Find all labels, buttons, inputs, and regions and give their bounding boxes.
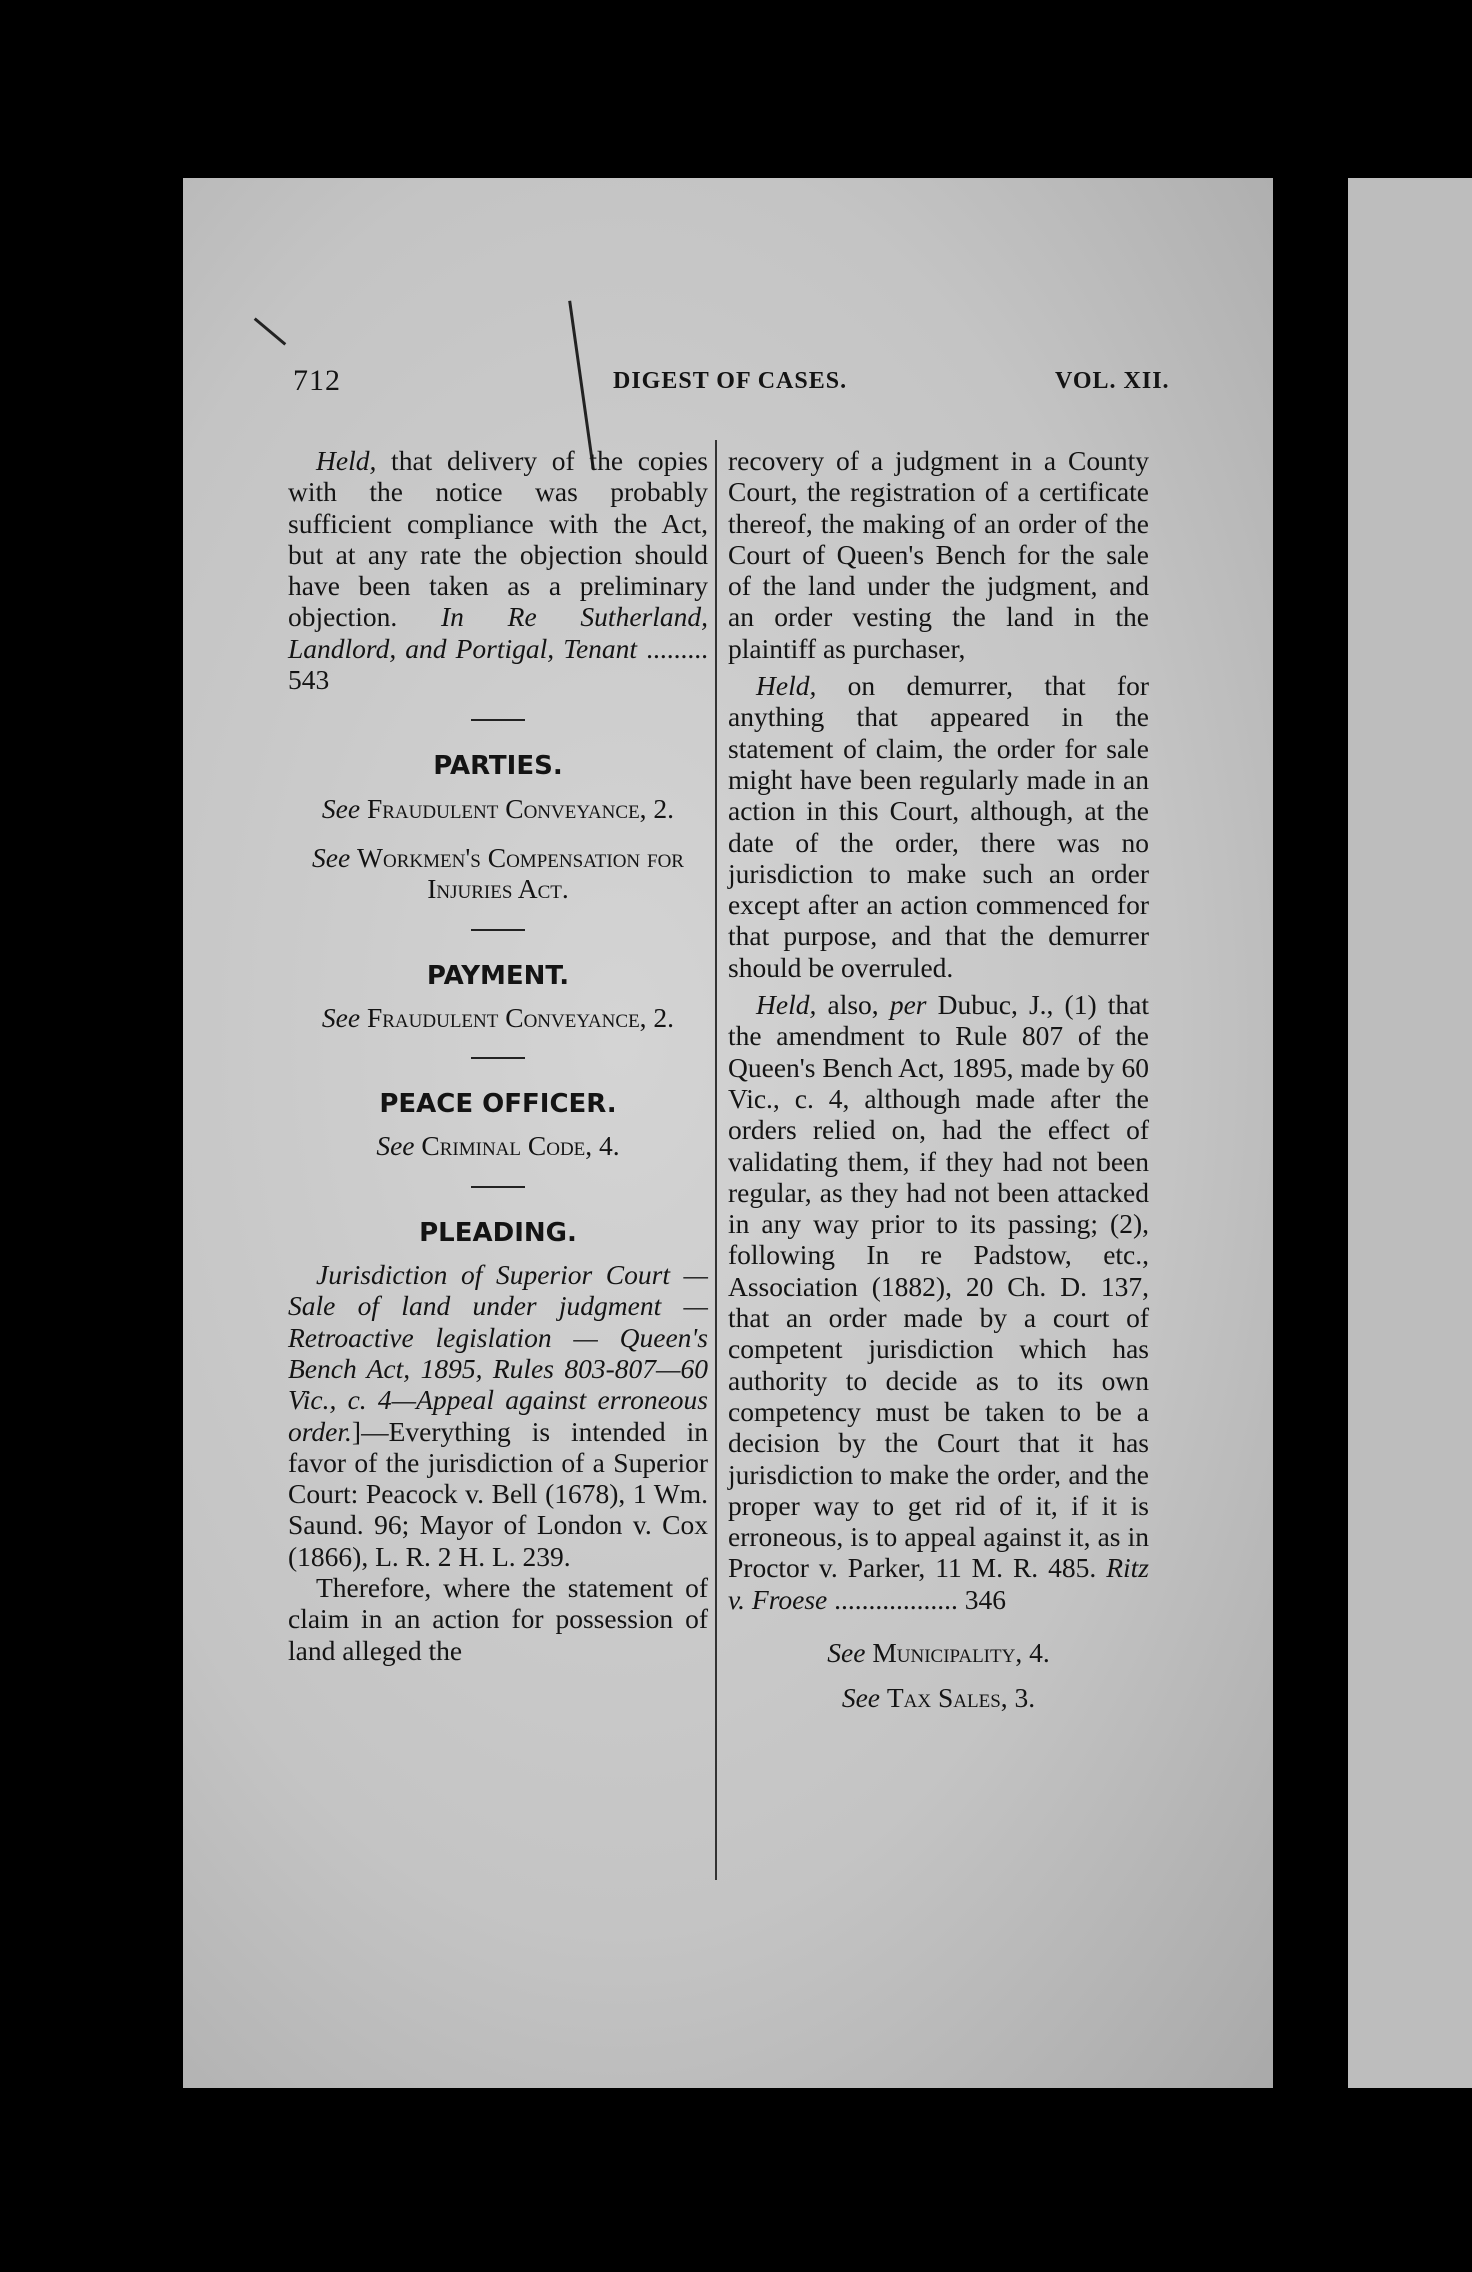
pleading-paragraph xyxy=(288,1259,708,1572)
recovery-paragraph: recovery of a judgment in a County Court, the registration of a certificate thereof, the making of an order of the Court of Queen's Bench for the sale of the land under the judgment, and an order vesting the land in the plaintiff as purchaser, xyxy=(728,445,1149,664)
cross-reference xyxy=(288,793,708,824)
see-label: See xyxy=(827,1636,866,1668)
see-label: See xyxy=(321,1001,361,1033)
cross-reference xyxy=(288,1002,708,1033)
see-label: See xyxy=(841,1682,880,1714)
section-rule xyxy=(471,929,525,931)
running-title: DIGEST OF CASES. xyxy=(613,368,848,394)
section-rule xyxy=(471,1057,525,1059)
column-divider xyxy=(715,440,717,1880)
volume-label: VOL. XII. xyxy=(1055,368,1170,394)
heading-payment: PAYMENT. xyxy=(426,960,570,991)
left-column xyxy=(288,445,708,1666)
cross-reference xyxy=(288,1130,708,1161)
also-text: also, xyxy=(816,989,890,1021)
page-reference: 543 xyxy=(288,664,330,696)
right-column xyxy=(728,445,1149,1714)
leader-dots: ......... xyxy=(646,632,709,664)
cross-reference xyxy=(728,1682,1149,1713)
catchwords: Jurisdiction of Superior Court —Sale of land under judgment — Retroactive legislation — Queen's Bench Act, 1895, Rules 803-807—60 Vic., c. 4—Appeal against erroneous order. xyxy=(288,1259,708,1447)
case-citation: In Re Sutherland, Landlord, and Portigal, Tenant xyxy=(288,601,708,664)
heading-pleading: PLEADING. xyxy=(419,1217,577,1248)
demurrer-text: on demurrer, that for anything that appeared in the statement of claim, the order for sale might have been regularly made in an action in this Court, although, at the date of the order, there was no jurisdiction to make such an order except after an action commenced for that purpose, and that the demurrer should be overruled. xyxy=(728,670,1149,983)
cross-reference xyxy=(288,842,708,905)
section-rule xyxy=(471,719,525,721)
held-label: Held, xyxy=(756,670,817,702)
page-reference: 346 xyxy=(964,1583,1007,1615)
page-number: 712 xyxy=(293,364,341,397)
demurrer-paragraph xyxy=(728,670,1149,983)
case-citation: Ritz v. Froese xyxy=(728,1552,1149,1615)
reference-text: Fraudulent Conveyance, 2. xyxy=(366,1001,675,1033)
section-rule xyxy=(471,1186,525,1188)
held-label: Held, xyxy=(316,445,377,476)
heading-parties: PARTIES. xyxy=(433,751,563,782)
held-paragraph xyxy=(288,445,708,695)
see-label: See xyxy=(312,841,351,873)
dubuc-text: Dubuc, J., (1) that the amendment to Rule 807 of the Queen's Bench Act, 1895, made by 60 Vic., c. 4, although made after the orders relied on, had the effect of validating them, if they had not been regular, as they had not been attacked in any way prior to its passing; (2), following In re Padstow, etc., Association (1882), 20 Ch. D. 137, that an order made by a court of competent jurisdiction which has authority to decide as to its own competency must be taken to be a decision by the Court that it has jurisdiction to make the order, and the proper way to get rid of it, if it is erroneous, is to appeal against it, as in Proctor v. Parker, 11 M. R. 485. xyxy=(728,989,1149,1584)
see-label: See xyxy=(321,792,361,824)
reference-text: Municipality, 4. xyxy=(872,1636,1050,1668)
see-label: See xyxy=(376,1130,415,1162)
reference-text: Fraudulent Conveyance, 2. xyxy=(366,792,675,824)
facing-page-edge xyxy=(1348,178,1472,2088)
leader-dots: .................. xyxy=(834,1583,958,1615)
held-label: Held, xyxy=(756,989,817,1021)
pleading-body: ]—Everything is intended in favor of the jurisdiction of a Superior Court: Peacock v. Bell (1678), 1 Wm. Saund. 96; Mayor of London v. Cox (1866), L. R. 2 H. L. 239. xyxy=(288,1415,708,1572)
per-label: per xyxy=(889,989,927,1021)
therefore-paragraph: Therefore, where the statement of claim in an action for possession of land alleged the xyxy=(288,1572,708,1666)
cross-reference xyxy=(728,1637,1149,1668)
reference-text: Criminal Code, 4. xyxy=(421,1130,620,1162)
dubuc-paragraph xyxy=(728,989,1149,1615)
reference-text: Workmen's Compensation for Injuries Act. xyxy=(357,841,684,905)
reference-text: Tax Sales, 3. xyxy=(886,1682,1036,1714)
held-text: that delivery of the copies with the notice was probably sufficient compliance with the Act, but at any rate the objection should have been taken as a preliminary objection. xyxy=(288,445,708,633)
heading-peace-officer: PEACE OFFICER. xyxy=(379,1089,617,1120)
